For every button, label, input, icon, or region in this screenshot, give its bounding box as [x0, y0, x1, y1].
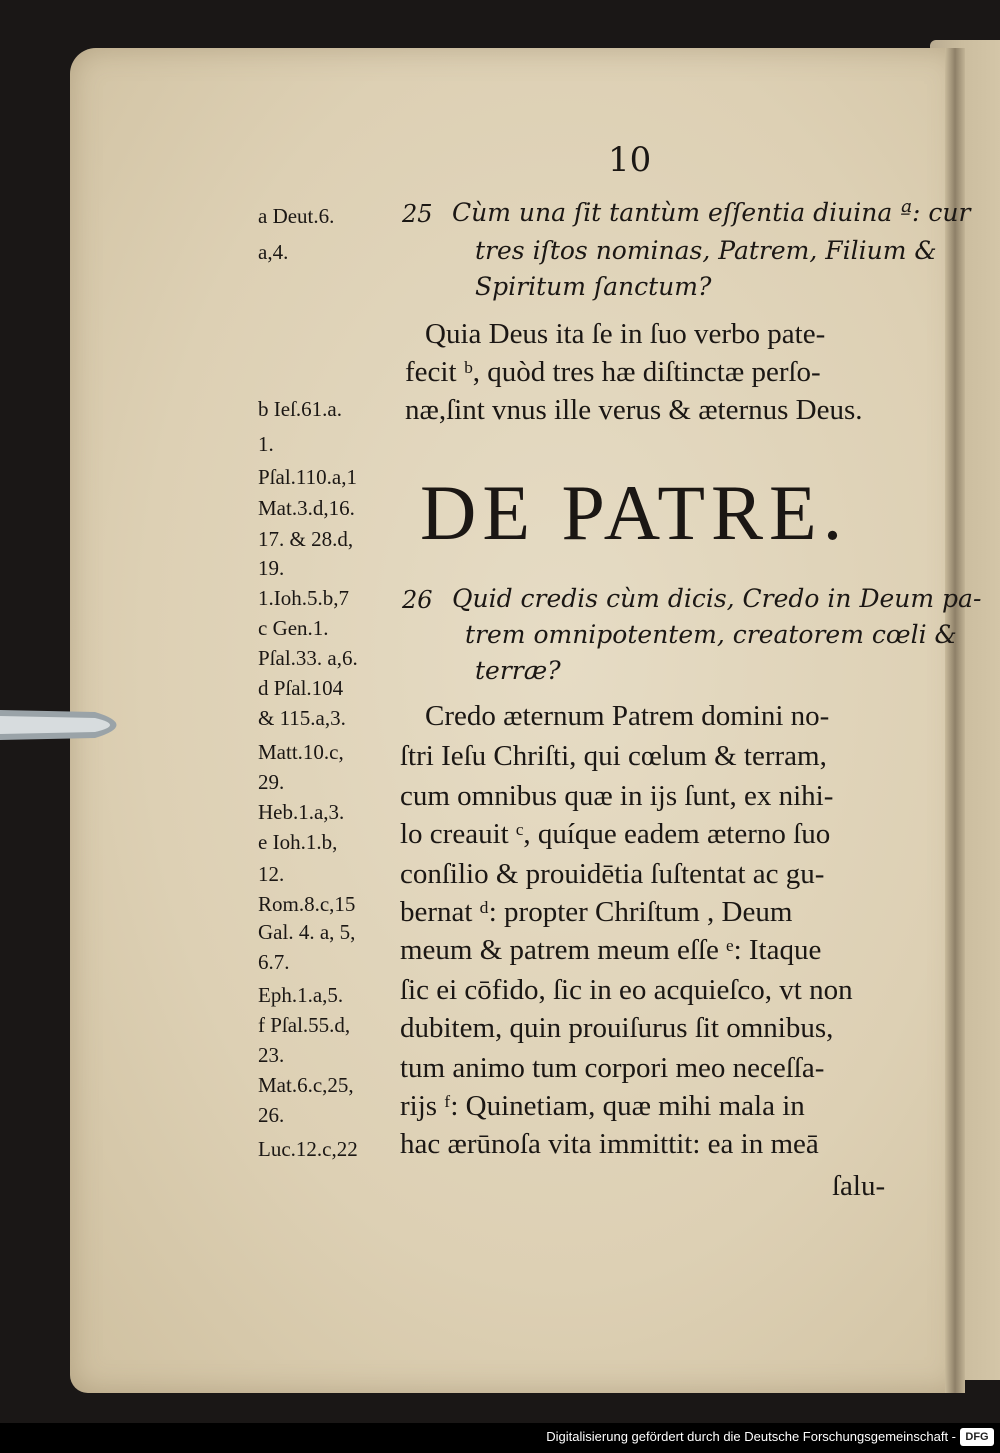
margin-ref: d Pſal.104: [258, 676, 344, 700]
margin-ref: Eph.1.a,5.: [258, 983, 344, 1007]
question-number: 26: [402, 586, 433, 614]
answer-line: conſilio & prouidētia ſuſtentat ac gu-: [400, 858, 825, 890]
answer-line: cum omnibus quæ in ijs ſunt, ex nihi-: [400, 780, 834, 812]
margin-ref: 29.: [258, 770, 285, 794]
page-clip-icon: [0, 700, 140, 750]
question-number: 25: [402, 200, 433, 228]
margin-ref: Mat.3.d,16.: [258, 496, 355, 520]
margin-ref: Pſal.33. a,6.: [258, 646, 358, 670]
book-gutter: [945, 48, 965, 1393]
answer-line: ſtri Ieſu Chriſti, qui cœlum & terram,: [400, 740, 827, 772]
page-number: 10: [608, 140, 652, 180]
margin-ref: Mat.6.c,25,: [258, 1073, 354, 1097]
digitization-footer: [0, 1423, 1000, 1453]
answer-line: fecit ᵇ, quòd tres hæ diſtinctæ perſo-: [405, 356, 821, 388]
question-line: Cùm una ſit tantùm eſſentia diuina ª: cur: [452, 198, 971, 227]
answer-line: Credo æternum Patrem domini no-: [425, 700, 830, 732]
margin-ref: Matt.10.c,: [258, 740, 344, 764]
margin-ref: & 115.a,3.: [258, 706, 346, 730]
margin-ref: 1.Ioh.5.b,7: [258, 586, 349, 610]
answer-line: tum animo tum corpori meo neceſſa-: [400, 1052, 825, 1084]
margin-ref: 23.: [258, 1043, 285, 1067]
dfg-logo-icon: DFG: [960, 1428, 994, 1446]
margin-ref: 6.7.: [258, 950, 290, 974]
margin-ref: Luc.12.c,22: [258, 1137, 358, 1161]
margin-ref: a Deut.6.: [258, 204, 335, 228]
margin-ref: 17. & 28.d,: [258, 527, 354, 551]
margin-ref: a,4.: [258, 240, 289, 264]
question-line: terræ?: [475, 656, 561, 685]
section-heading: DE PATRE.: [420, 469, 849, 556]
margin-ref: Gal. 4. a, 5,: [258, 920, 356, 944]
answer-line: Quia Deus ita ſe in ſuo verbo pate-: [425, 318, 826, 350]
margin-ref: Heb.1.a,3.: [258, 800, 345, 824]
margin-ref: b Ieſ.61.a.: [258, 397, 342, 421]
question-line: Spiritum ſanctum?: [475, 272, 712, 301]
answer-line: næ,ſint vnus ille verus & æternus Deus.: [405, 394, 863, 426]
margin-ref: Rom.8.c,15: [258, 892, 356, 916]
margin-ref: 19.: [258, 556, 285, 580]
question-line: trem omnipotentem, creatorem cœli &: [465, 620, 957, 649]
answer-line: dubitem, quin prouiſurus ſit omnibus,: [400, 1012, 834, 1044]
margin-ref: e Ioh.1.b,: [258, 830, 338, 854]
margin-ref: 1.: [258, 432, 274, 456]
answer-line: meum & patrem meum eſſe ᵉ: Itaque: [400, 934, 822, 966]
margin-ref: 26.: [258, 1103, 285, 1127]
question-line: Quid credis cùm dicis, Credo in Deum pa-: [452, 584, 982, 613]
answer-line: rijs ᶠ: Quinetiam, quæ mihi mala in: [400, 1090, 805, 1122]
answer-line: lo creauit ᶜ, quíque eadem æterno ſuo: [400, 818, 831, 850]
margin-ref: 12.: [258, 862, 285, 886]
answer-line: ſic ei cōfido, ſic in eo acquieſco, vt non: [400, 974, 853, 1006]
catchword: ſalu-: [832, 1170, 886, 1202]
margin-ref: c Gen.1.: [258, 616, 329, 640]
question-line: tres iſtos nominas, Patrem, Filium &: [475, 236, 937, 265]
margin-ref: Pſal.110.a,1: [258, 465, 357, 489]
footer-text: Digitalisierung gefördert durch die Deutsche Forschungsgemeinschaft -: [546, 1429, 956, 1444]
answer-line: bernat ᵈ: propter Chriſtum , Deum: [400, 896, 793, 928]
margin-ref: f Pſal.55.d,: [258, 1013, 351, 1037]
answer-line: hac ærūnoſa vita immittit: ea in meā: [400, 1128, 819, 1160]
